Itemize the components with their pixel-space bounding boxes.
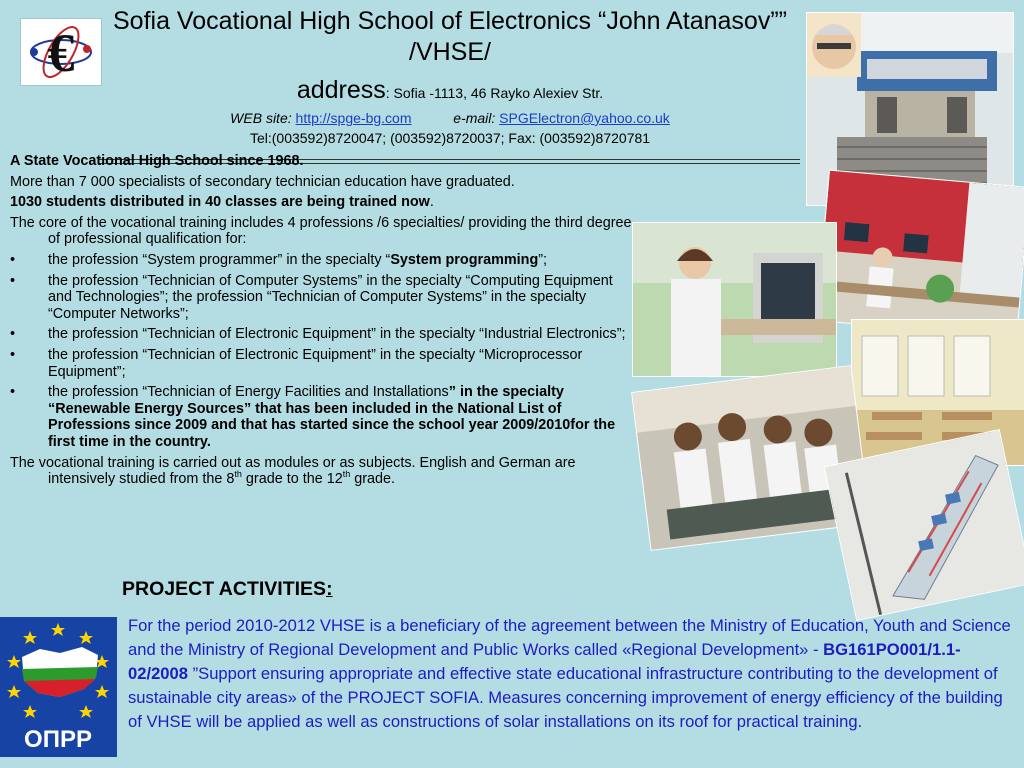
project-text-2: ”Support ensuring appropriate and effective state educational infrastructure contributing to the development of sustainable city areas» of the PROJECT SOFIA. Measures concerning improvement of energy efficiency of the building of VHSE will be applied as well as constructions of solar installations on its roof for practical training. bbox=[128, 664, 1003, 731]
school-logo-icon bbox=[21, 19, 101, 85]
page-title: Sofia Vocational High School of Electronics “John Atanasov”” /VHSE/ bbox=[113, 7, 787, 66]
eu-operational-programme-logo-icon bbox=[0, 617, 117, 757]
eu-logo-text: ОПРР bbox=[24, 726, 92, 753]
list-item bbox=[10, 384, 638, 450]
address-line bbox=[110, 77, 790, 107]
list-item-bold: ” in the specialty “Renewable Energy Sources” that has been included in the National List of Professions since 2009 and that has started since the school year 2009/2010for the first time in the country. bbox=[48, 384, 616, 450]
closing-sup-1: th bbox=[234, 469, 242, 480]
eu-programme-logo bbox=[0, 617, 117, 757]
list-item-text: the profession “Technician of Electronic Equipment” in the specialty “Industrial Electronics”; bbox=[48, 326, 626, 343]
website-link[interactable]: http://spge-bg.com bbox=[295, 110, 412, 126]
list-item bbox=[10, 347, 638, 380]
list-item-text: the profession “Technician of Computer Systems” in the specialty “Computing Equipment and Technologies”; the profession “Technician of Computer Systems” in the specialty “Computer Networks”; bbox=[48, 272, 613, 322]
web-label: WEB site: bbox=[230, 110, 296, 126]
students-bold: 1030 students distributed in 40 classes are being trained now bbox=[10, 194, 430, 211]
student-computer-photo bbox=[632, 222, 837, 377]
address-text: : Sofia -1113, 46 Rayko Alexiev Str. bbox=[385, 85, 604, 101]
project-heading-text: PROJECT ACTIVITIES bbox=[122, 578, 327, 600]
list-item bbox=[10, 252, 638, 269]
closing-text-2: grade to the 12 bbox=[241, 471, 343, 488]
list-item-text: the profession “Technician of Energy Facilities and Installations bbox=[48, 384, 449, 401]
computer-lab-photo bbox=[816, 169, 1024, 338]
address-word: address bbox=[296, 76, 386, 104]
bullet-icon: • bbox=[10, 272, 16, 289]
list-item-end: ”; bbox=[538, 251, 548, 268]
email-label: e-mail: bbox=[453, 110, 500, 126]
bullet-icon: • bbox=[10, 384, 16, 401]
core-paragraph: The core of the vocational training includes 4 professions /6 specialties/ providing the third degree of professional qualification for: bbox=[10, 214, 632, 248]
logo-letter: € bbox=[47, 23, 75, 83]
professions-list bbox=[10, 252, 638, 451]
list-item bbox=[10, 273, 638, 323]
project-code: BG161PO001/1.1-02/2008 bbox=[128, 640, 961, 683]
project-heading bbox=[122, 578, 333, 601]
phone-line: Tel:(003592)8720047; (003592)8720037; Fax: (003592)8720781 bbox=[249, 130, 651, 146]
bullet-icon: • bbox=[10, 326, 16, 343]
bullet-icon: • bbox=[10, 346, 16, 363]
specialists-paragraph: More than 7 000 specialists of secondary technician education have graduated. bbox=[10, 173, 515, 190]
school-logo bbox=[20, 18, 102, 86]
students-paragraph bbox=[10, 194, 638, 211]
students-end: . bbox=[429, 194, 434, 211]
project-heading-colon: : bbox=[326, 578, 333, 600]
web-line bbox=[110, 109, 790, 127]
list-item-text: the profession “System programmer” in the specialty “ bbox=[48, 251, 391, 268]
closing-sup-2: th bbox=[342, 469, 351, 480]
project-text-1: For the period 2010-2012 VHSE is a beneficiary of the agreement between the Ministry of Education, Youth and Science and the Ministry of Regional Development and Public Works called «Regional Development» - bbox=[128, 616, 1011, 659]
email-link[interactable]: SPGElectron@yahoo.co.uk bbox=[499, 110, 670, 126]
project-description bbox=[128, 614, 1018, 734]
list-item-bold: System programming bbox=[390, 251, 539, 268]
list-item bbox=[10, 326, 638, 343]
closing-text-1: The vocational training is carried out as modules or as subjects. English and German are intensively studied from the 8 bbox=[10, 454, 576, 488]
list-item-text: the profession “Technician of Electronic Equipment” in the specialty “Microprocessor Equipment”; bbox=[48, 346, 583, 380]
closing-paragraph bbox=[10, 455, 638, 488]
main-text bbox=[10, 153, 638, 492]
intro-bold: A State Vocational High School since 1968. bbox=[10, 153, 304, 169]
bullet-icon: • bbox=[10, 251, 16, 268]
closing-text-3: grade. bbox=[350, 471, 396, 488]
intro-paragraph bbox=[10, 153, 638, 170]
